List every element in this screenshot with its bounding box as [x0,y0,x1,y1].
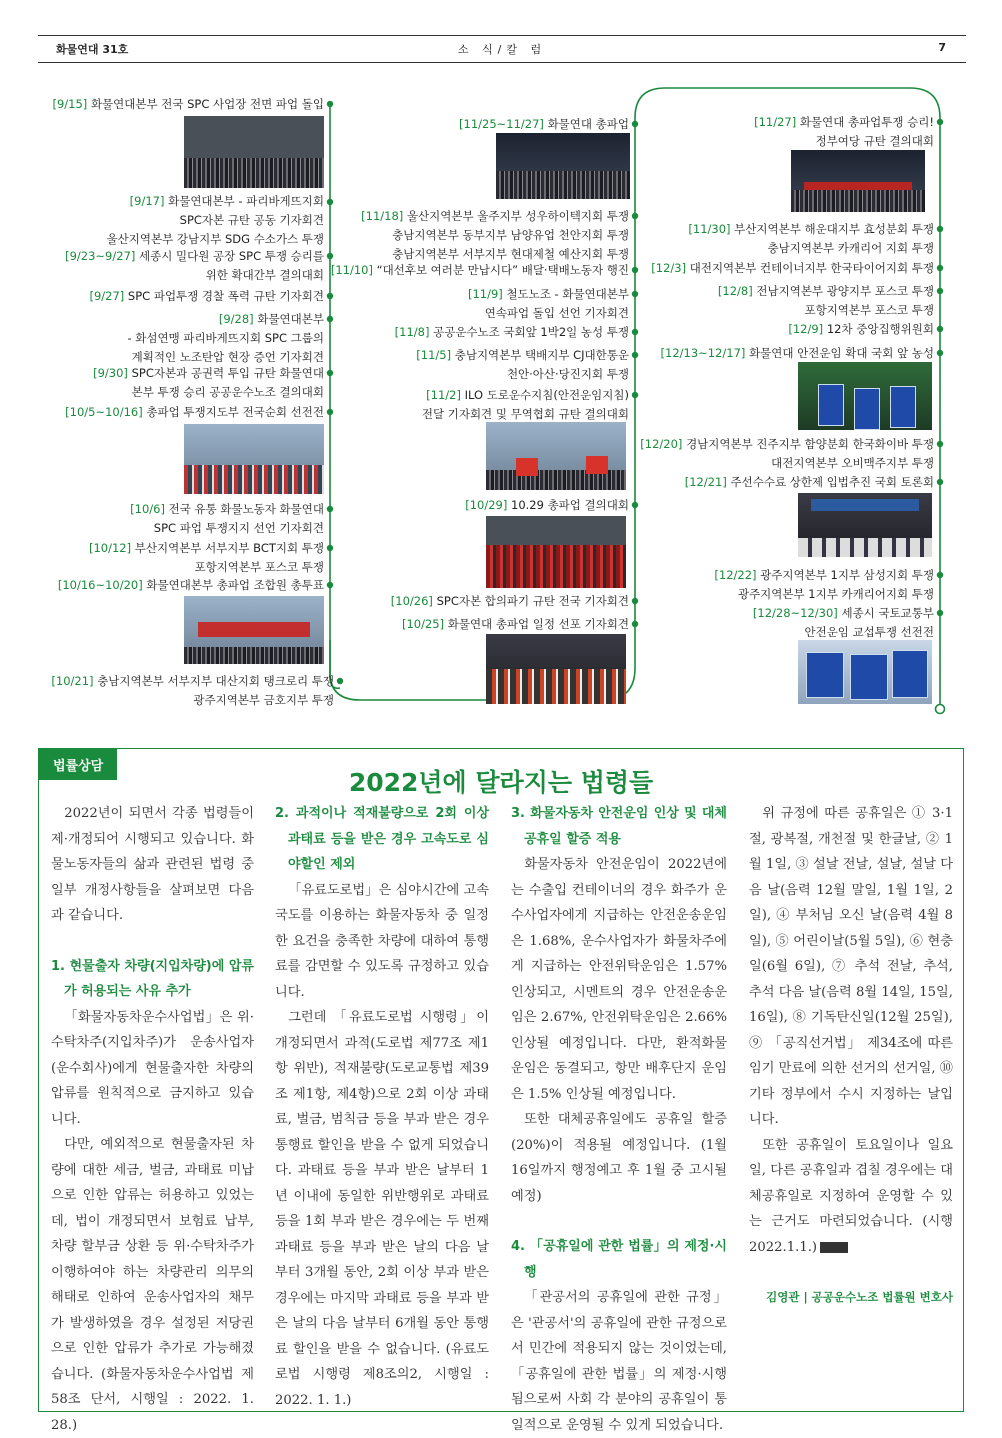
event-date: [10/26] [390,594,433,608]
event-date: [9/23~9/27] [65,249,136,263]
paragraph: 「관공서의 공휴일에 관한 규정」은 '관공서'의 공휴일에 관한 규정으로서 민간에 적용되지 않는 것이었는데, 「공휴일에 관한 법률」의 제정·시행됨으로써 사회 각 분야의 공휴일이 통일적으로 운영될 수 있게 되었습니다. [511,1290,727,1433]
event-photo [798,640,932,704]
event-text: 대전지역본부 오비맥주지부 투쟁 [771,456,934,470]
event-text: 부산지역본부 서부지부 BCT지회 투쟁 [134,541,324,555]
event-text: 화물연대 총파업 [547,117,629,131]
event-text: 12차 중앙집행위원회 [826,322,934,336]
event-text: SPC 파업 투쟁지지 선언 기자회견 [153,521,324,535]
event-text: 광주지역본부 1지부 카캐리어지회 투쟁 [737,587,934,601]
timeline-event [89,287,324,306]
event-text: 위한 확대간부 결의대회 [205,268,324,282]
event-text: 화물연대본부 총파업 조합원 총투표 [146,578,324,592]
event-photo [496,133,630,199]
event-text: 주선수수료 상한제 입법추진 국회 토론회 [730,475,934,489]
paragraph: 화물자동차 안전운임이 2022년에는 수출입 컨테이너의 경우 화주가 운수사업자에게 지급하는 안전운송운임은 1.68%, 운수사업자가 화물차주에게 지급하는 안전위탁운임은 1.57% 인상되고, 시멘트의 경우 안전운송운임은 2.67%, 안전위탁운임은 2.66% 인상될 예정입니다. 다만, 환적화물 운임은 동결되고, 항만 배후단지 운임은 1.5% 인상될 예정입니다. [511,857,727,1102]
event-text: 광주지역본부 금호지부 투쟁 [193,693,334,707]
event-date: [11/30] [688,222,731,236]
timeline-event [685,473,934,492]
article-column-4 [749,801,953,1311]
event-date: [12/3] [651,261,687,275]
paragraph: 2022년이 되면서 각종 법령들이 제·개정되어 시행되고 있습니다. 화물노동자들의 삶과 관련된 법령 중 일부 개정사항들을 살펴보면 다음과 같습니다. [51,806,254,923]
timeline-event [93,364,324,402]
timeline-event [127,310,324,367]
timeline-event [754,113,934,151]
event-text: “대선후보 여러분 만납시다” 배달·택배노동자 행진 [376,263,629,277]
event-text: 포항지역본부 포스코 투쟁 [804,303,934,317]
event-text: 안전운임 교섭투쟁 선전전 [804,625,934,639]
timeline-event [468,285,629,323]
event-text: 경남지역본부 진주지부 함양분회 한국화이바 투쟁 [686,437,934,451]
event-photo [184,596,324,664]
event-date: [10/21] [51,674,94,688]
event-text: 공공운수노조 국회앞 1박2일 농성 투쟁 [433,325,629,339]
event-text: 본부 투쟁 승리 공공운수노조 결의대회 [131,385,324,399]
event-date: [10/6] [130,502,165,516]
timeline-event [788,320,934,339]
event-date: [11/25~11/27] [459,117,544,131]
event-text: 광주지역본부 1지부 삼성지회 투쟁 [760,568,934,582]
event-photo [486,422,626,490]
timeline-event [718,282,934,320]
timeline-event [422,386,629,424]
event-date: [9/15] [52,97,88,111]
subheading: 4. 「공휴일에 관한 법률」의 제정·시행 [511,1239,727,1280]
event-text: 10.29 총파업 결의대회 [511,498,629,512]
event-text: 부산지역본부 해운대지부 효성분회 투쟁 [734,222,934,236]
event-text: 충남지역본부 서부지부 대산지회 탱크로리 투쟁 [97,674,334,688]
event-text: 총파업 투쟁지도부 전국순회 선전전 [146,405,324,419]
event-text: 전달 기자회견 및 무역협회 규탄 결의대회 [421,407,629,421]
paragraph: 다만, 예외적으로 현물출자된 차량에 대한 세금, 벌금, 과태료 미납으로 인한 압류는 허용하고 있었는데, 법이 개정되면서 보험료 납부, 차량 할부금 상환 등 위·수탁차주가 이행하여야 하는 차량관리 의무의 해태로 인하여 운송사업자의 채무가 발생하였을 경우 설정된 저당권으로 인한 압류가 추가로 가능해졌습니다. (화물자동차운수사업법 제58조 단서, 시행일 : 2022. 1. 28.) [51,1137,254,1433]
timeline-event [688,220,934,258]
page-number: 7 [938,41,946,54]
subheading: 3. 화물자동차 안전운임 인상 및 대체공휴일 할증 적용 [511,806,727,847]
timeline-event [640,435,934,473]
timeline-event [651,259,934,278]
article-title: 2022년에 달라지는 법령들 [348,768,654,797]
timeline-event [361,207,629,264]
timeline-event [661,344,934,363]
event-date: [12/20] [640,437,683,451]
event-text: 천안·아산·당진지회 투쟁 [506,367,629,381]
issue-label: 화물연대 31호 [56,43,129,56]
timeline-event [52,95,324,114]
event-text: 포항지역본부 포스코 투쟁 [194,560,324,574]
timeline-event [391,592,629,611]
event-text: 전남지역본부 광양지부 포스코 투쟁 [756,284,934,298]
event-date: [11/2] [426,388,461,402]
event-text: SPC자본 합의파기 규탄 전국 기자회견 [436,594,629,608]
event-date: [10/5~10/16] [65,405,143,419]
section-tag: 법률상담 [39,749,117,780]
legal-counsel-section [38,748,964,1433]
timeline-event [107,192,324,249]
paragraph: 「유료도로법」은 심야시간에 고속국도를 이용하는 화물자동차 중 일정한 요건을 충족한 차량에 대하여 통행료를 감면할 수 있도록 규정하고 있습니다. [275,882,489,1000]
event-text: 계획적인 노조탄압 현장 증언 기자회견 [131,350,324,364]
event-text: 충남지역본부 동부지부 남양유업 천안지회 투쟁 [392,228,629,242]
subheading: 2. 과적이나 적재불량으로 2회 이상 과태료 등을 받은 경우 고속도로 심야할인 제외 [275,806,489,872]
event-photo [798,362,932,430]
event-photo [791,150,925,212]
paragraph-text: 또한 공휴일이 토요일이나 일요일, 다른 공휴일과 겹칠 경우에는 대체공휴일로 지정하여 운영할 수 있는 근거도 마련되었습니다. (시행 2022.1.1.) [749,1137,953,1255]
timeline-event [753,604,934,642]
article-column-1 [51,801,254,1438]
paragraph: 그런데 「유료도로법 시행령」이 개정되면서 과적(도로법 제77조 제1항 위반), 적재불량(도로교통법 제39조 제1항, 제4항)으로 2회 이상 과태료, 벌금, 범칙금 등을 부과 받은 경우 통행료 할인을 받을 수 없게 되었습니다. 과태료 등을 부과 받은 날부터 1년 이내에 동일한 위반행위로 과태료 등을 1회 부과 받은 경우에는 두 번째 과태료 등을 부과 받은 날의 다음 날부터 3개월 동안, 2회 이상 부과 받은 경우에는 마지막 과태료 등을 부과 받은 날의 다음 날부터 6개월 동안 통행료 할인을 받을 수 없습니다. (유료도로법 시행령 제8조의2, 시행일 : 2022. 1. 1.) [275,1010,489,1408]
paragraph [749,1133,953,1261]
subheading: 1. 현물출자 차량(지입차량)에 압류가 허용되는 사유 추가 [51,958,254,999]
event-date: [11/27] [754,115,797,129]
timeline-event [65,247,324,285]
event-date: [11/9] [467,287,503,301]
event-text: SPC자본과 공권력 투입 규탄 화물연대 [131,366,324,380]
event-text: - 화섬연맹 파리바게뜨지회 SPC 그룹의 [127,331,324,345]
timeline-event [714,566,934,604]
event-date: [11/8] [394,325,430,339]
article-column-3 [511,801,727,1438]
event-photo [184,116,324,188]
event-text: 화물연대본부 전국 SPC 사업장 전면 파업 돌입 [90,97,324,111]
event-text: 세종시 밀다원 공장 SPC 투쟁 승리를 [139,249,324,263]
event-photo [184,424,324,494]
timeline-event [402,615,629,634]
event-date: [12/21] [684,475,727,489]
article-column-2 [275,801,489,1413]
paragraph: 위 규정에 따른 공휴일은 ① 3·1절, 광복절, 개천절 및 한글날, ② 1월 1일, ③ 설날 전날, 설날, 설날 다음 날(음력 12월 말일, 1월 1일, 2일), ④ 부처님 오신 날(음력 4월 8일), ⑤ 어린이날(5월 5일), ⑥ 현충일(6월 6일), ⑦ 추석 전날, 추석, 추석 다음 날(음력 8월 14일, 15일, 16일), ⑧ 기독탄신일(12월 25일), ⑨ 「공직선거법」 제34조에 따른 임기 만료에 의한 선거의 선거일, ⑩ 기타 정부에서 수시 지정하는 날입니다. [749,806,953,1127]
event-text: 화물연대 안전운임 확대 국회 앞 농성 [749,346,934,360]
event-text: 전국 유통 화물노동자 화물연대 [168,502,324,516]
author-signature: 김영관 | 공공운수노조 법률원 변호사 [766,1290,953,1304]
event-date: [9/28] [218,312,254,326]
event-text: 화물연대 총파업투쟁 승리! [799,115,934,129]
timeline-event [331,261,629,280]
event-text: 정부여당 규탄 결의대회 [815,134,934,148]
event-text: 충남지역본부 택배지부 CJ대한통운 [454,348,629,362]
timeline-event [416,346,629,384]
timeline-event [89,539,324,577]
event-text: SPC 파업투쟁 경찰 폭력 규탄 기자회견 [127,289,324,303]
event-date: [12/9] [788,322,824,336]
event-date: [9/17] [129,194,165,208]
event-date: [9/30] [93,366,128,380]
event-text: SPC자본 규탄 공동 기자회견 [179,213,324,227]
event-text: 철도노조 - 화물연대본부 [506,287,629,301]
paragraph: 또한 대체공휴일에도 공휴일 할증(20%)이 적용될 예정입니다. (1월 16일까지 행정예고 후 1월 중 고시될 예정) [511,1112,727,1204]
timeline-event [465,496,629,515]
event-text: 대전지역본부 컨테이너지부 한국타이어지회 투쟁 [689,261,934,275]
event-text: 세종시 국토교통부 [841,606,934,620]
event-text: 울산지역본부 강남지부 SDG 수소가스 투쟁 [106,232,324,246]
event-date: [10/16~10/20] [57,578,143,592]
timeline-event [51,672,334,710]
event-text: 울산지역본부 울주지부 성우하이텍지회 투쟁 [406,209,629,223]
event-photo [798,493,932,557]
event-date: [10/29] [465,498,508,512]
timeline-event [130,500,324,538]
event-date: [9/27] [89,289,125,303]
event-date: [12/8] [717,284,753,298]
timeline-event [58,576,324,595]
section-label: 소 식/칼 럼 [457,43,547,56]
event-date: [10/12] [88,541,132,555]
event-text: 화물연대 총파업 일정 선포 기자회견 [447,617,629,631]
event-date: [12/22] [714,568,757,582]
event-text: 충남지역본부 카캐리어 지회 투쟁 [767,241,934,255]
event-photo [486,634,626,704]
event-date: [11/5] [416,348,452,362]
event-text: ILO 도로운수지침(안전운임지침) [464,388,629,402]
event-date: [12/28~12/30] [752,606,838,620]
event-text: 화물연대본부 [257,312,324,326]
event-date: [11/10] [330,263,373,277]
timeline-event [65,403,324,422]
event-text: 충남지역본부 서부지부 현대제철 예산지회 투쟁 [392,247,629,261]
event-date: [11/18] [361,209,404,223]
timeline-event [459,115,629,134]
end-mark-icon [820,1242,848,1253]
event-text: 화물연대본부 - 파리바게뜨지회 [168,194,324,208]
event-date: [10/25] [401,617,445,631]
paragraph: 「화물자동차운수사업법」은 위·수탁차주(지입차주)가 운송사업자(운수회사)에게 현물출자한 차량의 압류를 원칙적으로 금지하고 있습니다. [51,1009,254,1127]
event-date: [12/13~12/17] [660,346,746,360]
timeline-event [395,323,629,342]
event-text: 연속파업 돌입 선언 기자회견 [484,306,629,320]
event-photo [486,516,626,588]
